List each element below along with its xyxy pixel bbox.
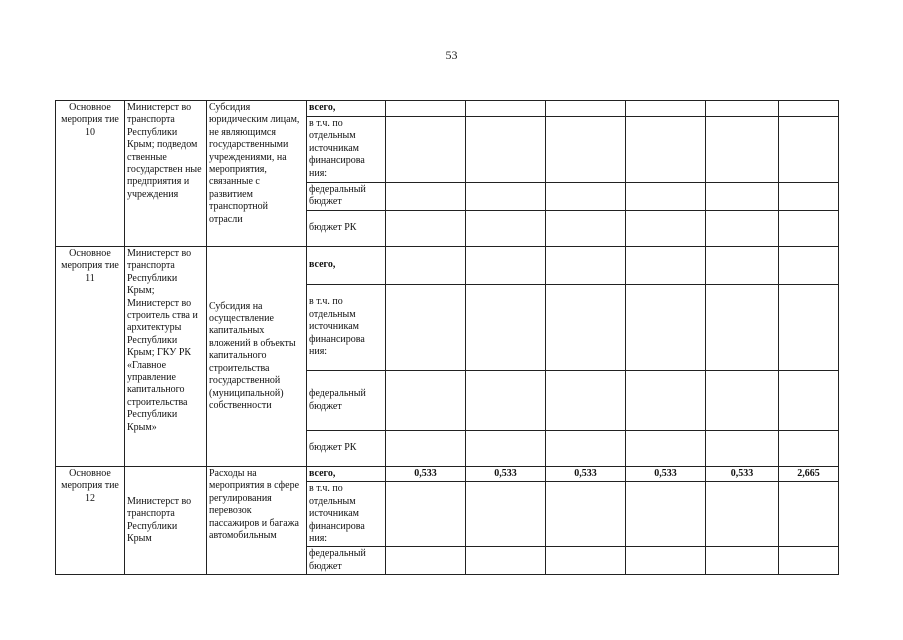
value-cell bbox=[546, 211, 626, 247]
source-label: федеральный бюджет bbox=[307, 371, 386, 431]
value-cell bbox=[706, 482, 779, 547]
value-cell bbox=[779, 211, 839, 247]
value-cell bbox=[386, 482, 466, 547]
measure-name-cell: Расходы на мероприятия в сфере регулирования перевозок пассажиров и багажа автомобильным bbox=[207, 467, 307, 575]
value-cell bbox=[466, 211, 546, 247]
value-cell bbox=[466, 547, 546, 575]
value-cell bbox=[779, 285, 839, 371]
measure-cell: Основное мероприя тие 11 bbox=[56, 247, 125, 467]
source-label: всего, bbox=[307, 101, 386, 117]
value-cell bbox=[546, 183, 626, 211]
value-cell bbox=[386, 183, 466, 211]
value-cell: 0,533 bbox=[386, 467, 466, 482]
value-cell bbox=[706, 285, 779, 371]
value-cell bbox=[706, 247, 779, 285]
value-cell bbox=[706, 183, 779, 211]
value-cell bbox=[779, 247, 839, 285]
value-cell bbox=[386, 247, 466, 285]
value-cell bbox=[706, 371, 779, 431]
measure-cell: Основное мероприя тие 12 bbox=[56, 467, 125, 575]
source-label: федеральный бюджет bbox=[307, 183, 386, 211]
source-label: всего, bbox=[307, 247, 386, 285]
value-cell bbox=[546, 371, 626, 431]
value-cell bbox=[626, 117, 706, 183]
source-label: бюджет РК bbox=[307, 211, 386, 247]
source-label: бюджет РК bbox=[307, 431, 386, 467]
financing-table bbox=[55, 100, 839, 575]
value-cell bbox=[546, 482, 626, 547]
page-number: 53 bbox=[445, 48, 458, 62]
table-row bbox=[56, 247, 839, 285]
table-row bbox=[56, 467, 839, 482]
value-cell bbox=[386, 431, 466, 467]
measure-cell: Основное мероприя тие 10 bbox=[56, 101, 125, 247]
value-cell: 0,533 bbox=[466, 467, 546, 482]
value-cell bbox=[779, 101, 839, 117]
value-cell bbox=[779, 117, 839, 183]
value-cell bbox=[626, 101, 706, 117]
value-cell bbox=[706, 211, 779, 247]
value-cell bbox=[779, 547, 839, 575]
value-cell bbox=[779, 183, 839, 211]
value-cell bbox=[626, 547, 706, 575]
value-cell bbox=[466, 101, 546, 117]
value-cell bbox=[546, 101, 626, 117]
value-cell bbox=[779, 431, 839, 467]
value-cell bbox=[546, 547, 626, 575]
value-cell bbox=[386, 371, 466, 431]
source-label: всего, bbox=[307, 467, 386, 482]
value-cell bbox=[466, 183, 546, 211]
value-cell bbox=[466, 117, 546, 183]
value-cell: 0,533 bbox=[546, 467, 626, 482]
measure-name-cell: Субсидия юридическим лицам, не являющимся государственными учреждениями, на мероприятия, связанные с развитием транспортной отрасли bbox=[207, 101, 307, 247]
value-cell bbox=[779, 371, 839, 431]
value-cell bbox=[466, 371, 546, 431]
value-cell bbox=[386, 547, 466, 575]
value-cell bbox=[626, 247, 706, 285]
value-cell bbox=[546, 247, 626, 285]
value-cell bbox=[466, 285, 546, 371]
value-cell bbox=[386, 285, 466, 371]
value-cell bbox=[466, 431, 546, 467]
value-cell: 0,533 bbox=[626, 467, 706, 482]
value-cell bbox=[779, 482, 839, 547]
source-label: в т.ч. по отдельным источникам финансирова ния: bbox=[307, 117, 386, 183]
value-cell bbox=[546, 431, 626, 467]
measure-name-cell: Субсидия на осуществление капитальных вложений в объекты капитального строительства государственной (муниципальной) собственности bbox=[207, 247, 307, 467]
value-cell bbox=[546, 117, 626, 183]
table-body bbox=[56, 101, 839, 575]
value-cell bbox=[706, 431, 779, 467]
value-cell bbox=[626, 211, 706, 247]
value-cell bbox=[626, 183, 706, 211]
value-cell bbox=[386, 117, 466, 183]
table-row bbox=[56, 101, 839, 117]
value-cell bbox=[386, 101, 466, 117]
value-cell bbox=[706, 547, 779, 575]
value-cell bbox=[546, 285, 626, 371]
executor-cell: Министерст во транспорта Республики Крым; подведом ственные государствен ные предприятия и учреждения bbox=[125, 101, 207, 247]
value-cell bbox=[466, 247, 546, 285]
value-cell bbox=[626, 285, 706, 371]
value-cell bbox=[706, 117, 779, 183]
value-cell: 0,533 bbox=[706, 467, 779, 482]
value-cell bbox=[626, 371, 706, 431]
source-label: в т.ч. по отдельным источникам финансирова ния: bbox=[307, 285, 386, 371]
value-cell bbox=[386, 211, 466, 247]
value-cell: 2,665 bbox=[779, 467, 839, 482]
value-cell bbox=[706, 101, 779, 117]
value-cell bbox=[626, 482, 706, 547]
executor-cell: Министерст во транспорта Республики Крым bbox=[125, 467, 207, 575]
value-cell bbox=[626, 431, 706, 467]
source-label: в т.ч. по отдельным источникам финансирова ния: bbox=[307, 482, 386, 547]
value-cell bbox=[466, 482, 546, 547]
executor-cell: Министерст во транспорта Республики Крым; Министерст во строитель ства и архитектуры Республики Крым; ГКУ РК «Главное управление капитального строительства Республики Крым» bbox=[125, 247, 207, 467]
source-label: федеральный бюджет bbox=[307, 547, 386, 575]
